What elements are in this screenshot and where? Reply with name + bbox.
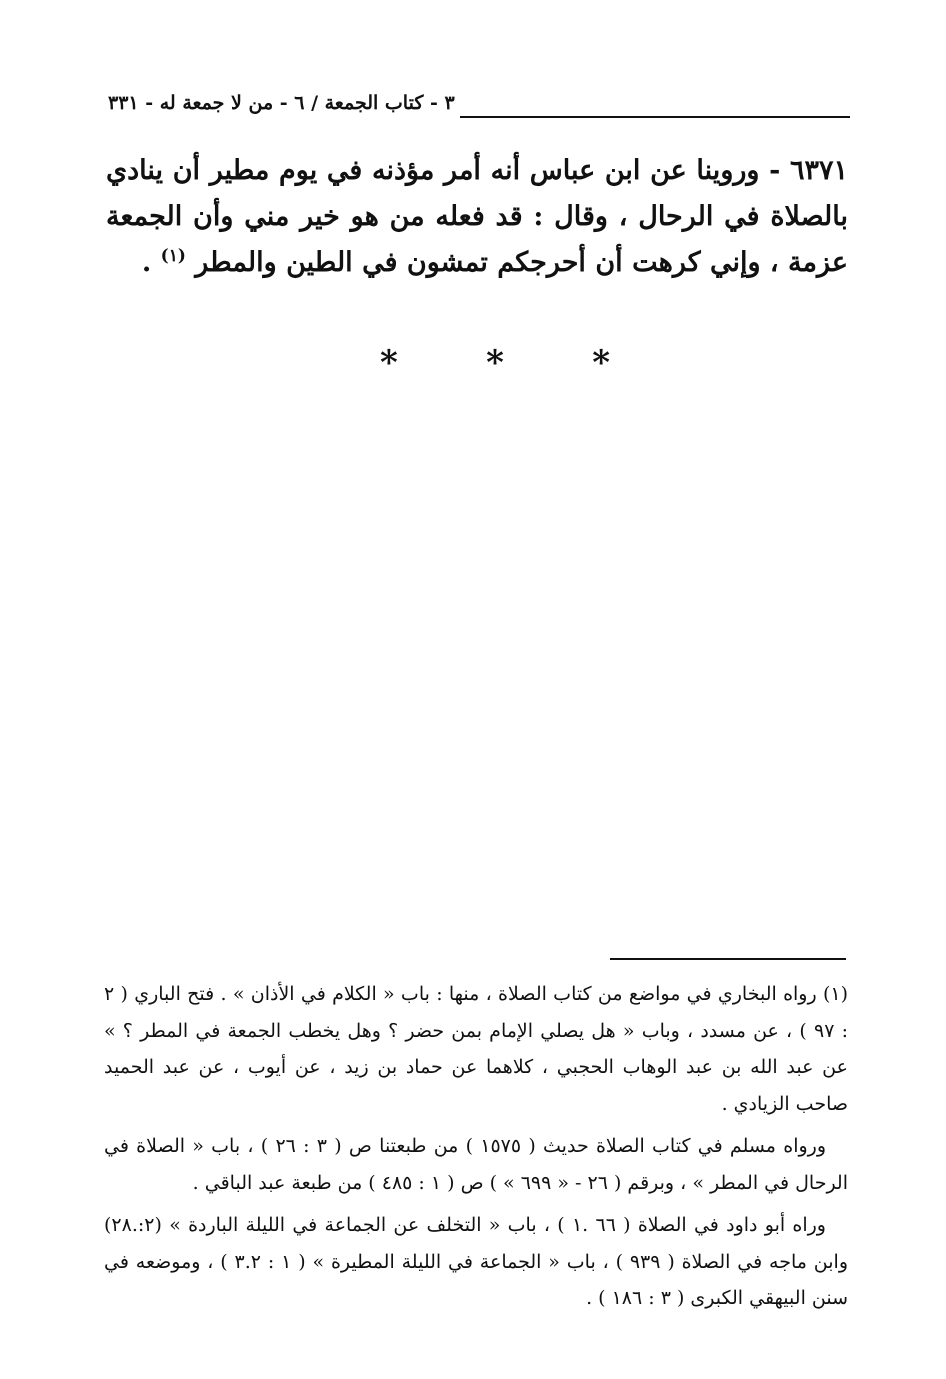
asterisk-mark: * — [592, 343, 610, 383]
footnote-paragraph: وراه أبو داود في الصلاة ( ٦٦ .١ ) ، باب « التخلف عن الجماعة في الليلة الباردة » (٢:.٢٨) وابن ماجه في الصلاة ( ٩٣٩ ) ، باب « الجماعة في الليلة المطيرة » ( ١ : ٣.٢ ) ، وموضعه في سنن البيهقي الكبرى ( ٣ : ١٨٦ ) . — [104, 1214, 849, 1309]
asterisk-mark: * — [486, 343, 504, 383]
asterisk-mark: * — [380, 343, 398, 383]
footnote-reference: (١) — [160, 246, 186, 266]
hadith-number: ٦٣٧١ — [789, 155, 848, 186]
running-header — [108, 90, 850, 120]
header-rule — [460, 116, 850, 118]
footnote-paragraph: ورواه مسلم في كتاب الصلاة حديث ( ١٥٧٥ ) من طبعتنا ص ( ٣ : ٢٦ ) ، باب « الصلاة في الرحال في المطر » ، وبرقم ( ٢٦ - « ٦٩٩ » ) ص ( ١ : ٤٨٥ ) من طبعة عبد الباقي . — [104, 1135, 848, 1194]
section-separator — [380, 343, 610, 383]
end-mark: . — [141, 247, 161, 278]
footnotes — [104, 976, 848, 1317]
hadith-text: - وروينا عن ابن عباس أنه أمر مؤذنه في يوم مطير أن ينادي بالصلاة في الرحال ، وقال : قد فعله من هو خير مني وأن الجمعة عزمة ، وإني كرهت أن أحرجكم تمشون في الطين والمطر — [106, 155, 848, 278]
footnote-rule — [610, 958, 846, 960]
hadith-paragraph — [106, 148, 848, 286]
running-title: ٣ - كتاب الجمعة / ٦ - من لا جمعة له - ٣٣١ — [108, 92, 455, 114]
footnote-paragraph: (١) رواه البخاري في مواضع من كتاب الصلاة ، منها : باب « الكلام في الأذان » . فتح الباري ( ٢ : ٩٧ ) ، عن مسدد ، وباب « هل يصلي الإمام بمن حضر ؟ وهل يخطب الجمعة في المطر ؟ » عن عبد الله بن عبد الوهاب الحجبي ، كلاهما عن حماد بن زيد ، عن أيوب ، عن عبد الحميد صاحب الزيادي . — [104, 983, 848, 1115]
